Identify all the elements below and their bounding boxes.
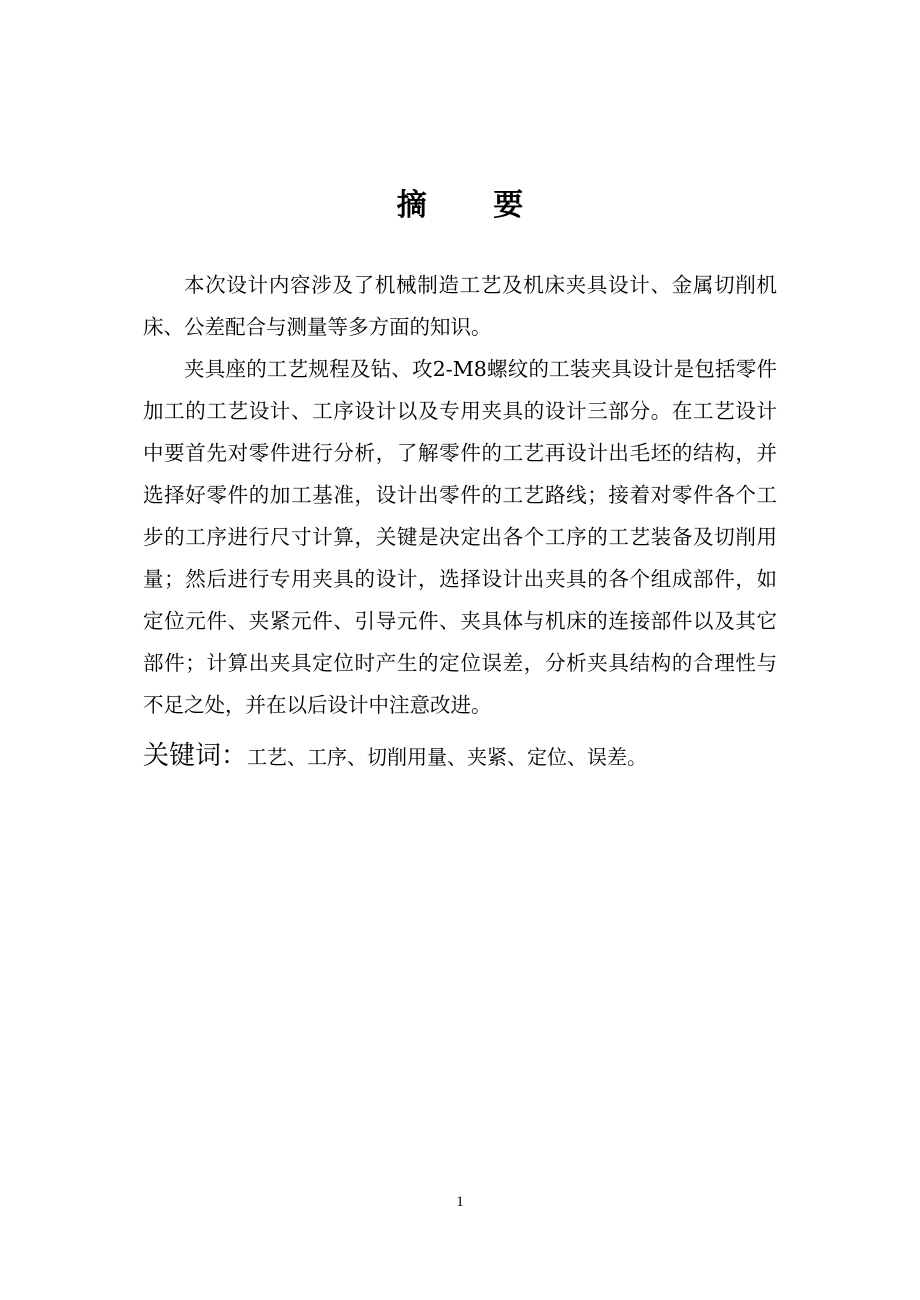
abstract-paragraph-1: 本次设计内容涉及了机械制造工艺及机床夹具设计、金属切削机床、公差配合与测量等多方面的知识。 — [143, 273, 777, 339]
keywords-value: 工艺、工序、切削用量、夹紧、定位、误差。 — [247, 745, 648, 769]
abstract-body — [143, 264, 777, 726]
keywords-label: 关键词： — [143, 741, 248, 771]
page-title: 摘 要 — [396, 188, 552, 223]
abstract-paragraph-2: 夹具座的工艺规程及钻、攻2-M8螺纹的工装夹具设计是包括零件加工的工艺设计、工序设计以及专用夹具的设计三部分。在工艺设计中要首先对零件进行分析，了解零件的工艺再设计出毛坯的结构，并选择好零件的加工基准，设计出零件的工艺路线；接着对零件各个工步的工序进行尺寸计算，关键是决定出各个工序的工艺装备及切削用量；然后进行专用夹具的设计，选择设计出夹具的各个组成部件，如定位元件、夹紧元件、引导元件、夹具体与机床的连接部件以及其它部件；计算出夹具定位时产生的定位误差，分析夹具结构的合理性与不足之处，并在以后设计中注意改进。 — [143, 357, 777, 717]
keywords-line — [143, 734, 803, 781]
page-number: 1 — [456, 1194, 464, 1210]
